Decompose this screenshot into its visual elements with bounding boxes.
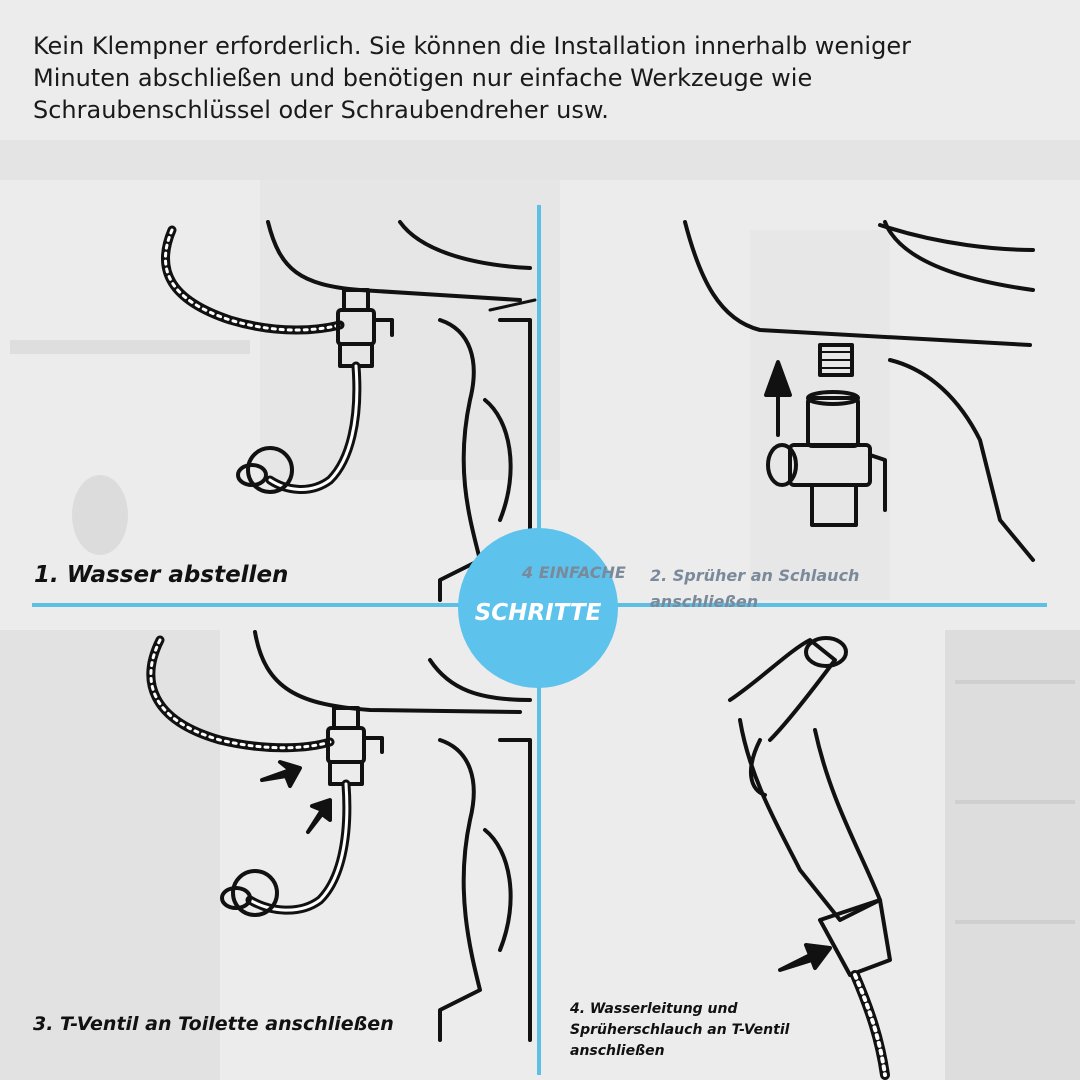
intro-line-3: Schraubenschlüssel oder Schraubendreher usw. [33, 96, 609, 124]
step-4-line-1: 4. Wasserleitung und [570, 1001, 738, 1017]
step-3-label: 3. T-Ventil an Toilette anschließen [33, 1013, 394, 1035]
step-1-label: 1. Wasser abstellen [34, 562, 289, 588]
step-4-line-2: Sprüherschlauch an T-Ventil [570, 1022, 790, 1038]
steps-badge-overlay: 4 EINFACHE [522, 563, 626, 582]
step2-illustration [685, 222, 1033, 560]
step-4-label [570, 999, 870, 1062]
step-2-line-2: anschließen [650, 592, 759, 611]
step-4-line-3: anschließen [570, 1043, 665, 1059]
intro-line-2: Minuten abschließen und benötigen nur einfache Werkzeuge wie [33, 64, 813, 92]
intro-line-1: Kein Klempner erforderlich. Sie können die Installation innerhalb weniger [33, 32, 911, 60]
step1-illustration [165, 222, 535, 600]
steps-badge-label: SCHRITTE [474, 600, 602, 626]
step-2-line-1: 2. Sprüher an Schlauch [650, 566, 860, 585]
step3-illustration [151, 632, 530, 1040]
step-2-label [650, 563, 910, 615]
